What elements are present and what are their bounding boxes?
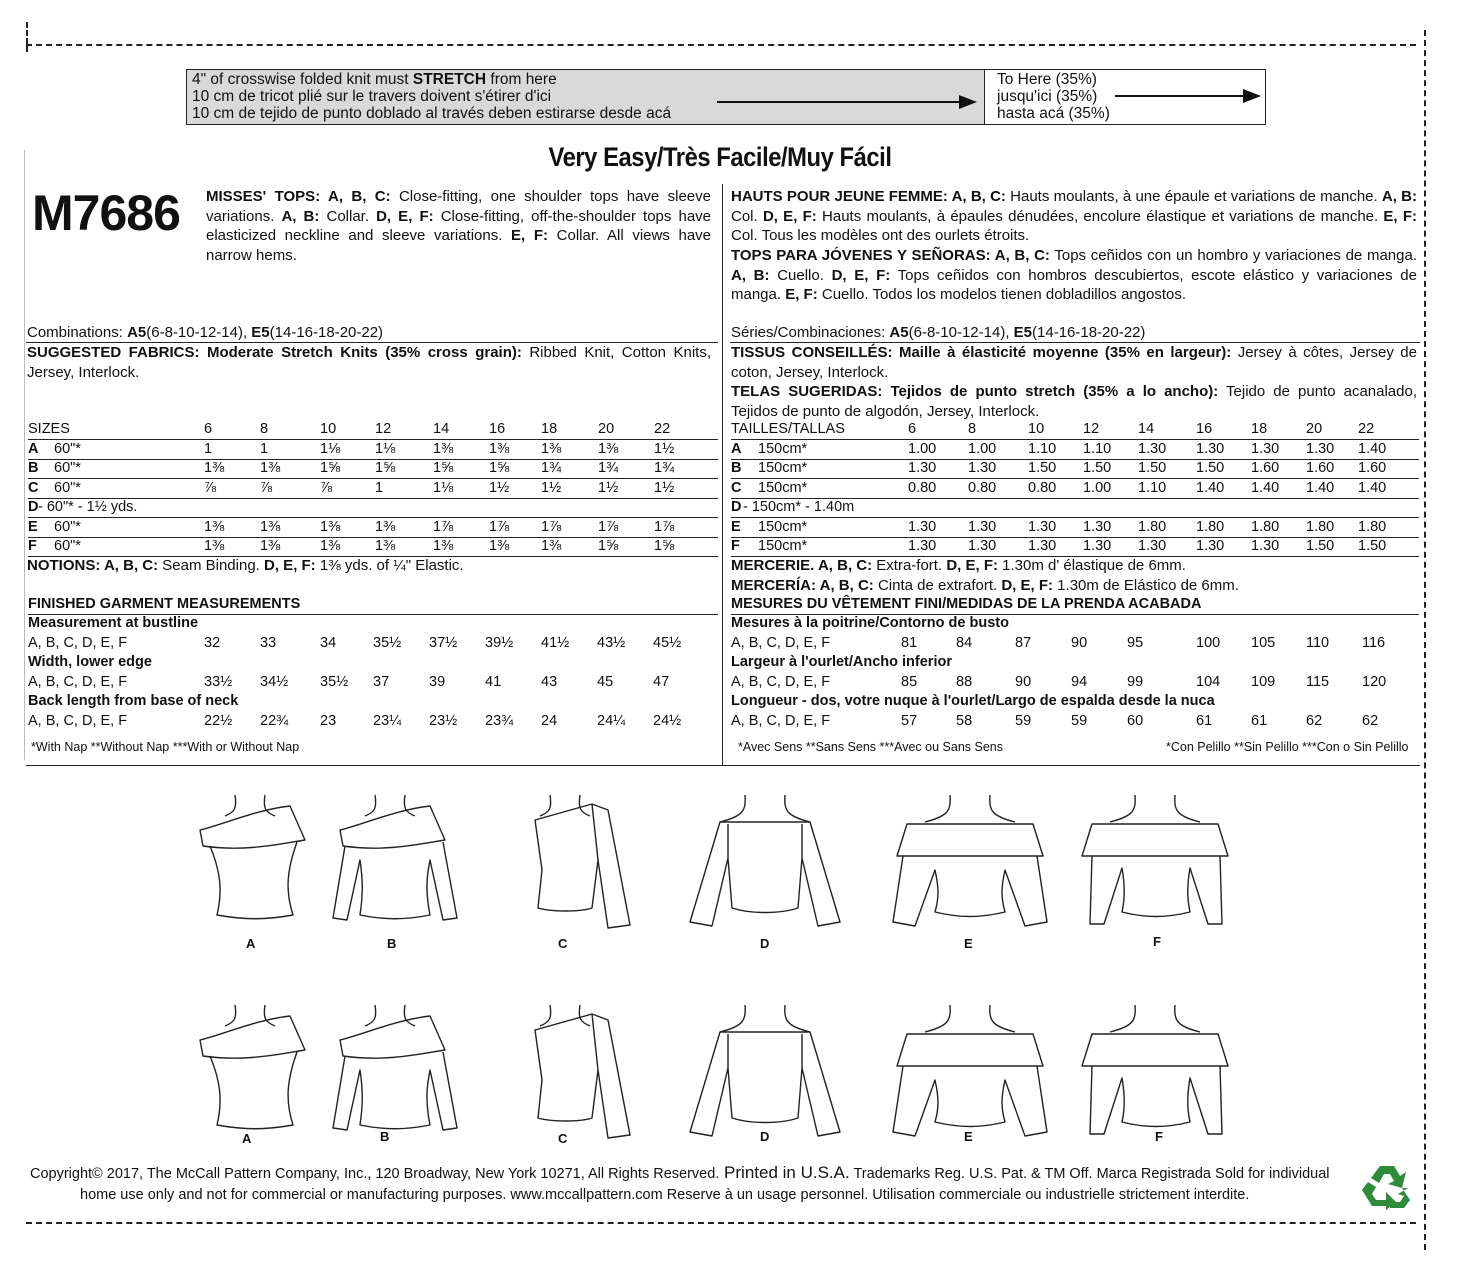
measurement-label: Mesures à la poitrine/Contorno de busto — [731, 615, 1009, 631]
yardage-value: 1.00 — [1083, 479, 1112, 496]
cut-line-right — [1424, 30, 1426, 1250]
size-header: 8 — [968, 421, 977, 437]
fabric-width: 150cm* — [758, 538, 808, 554]
measurement-value: 109 — [1251, 674, 1276, 690]
yardage-value: 1.80 — [1358, 518, 1387, 535]
page-title: Very Easy/Très Facile/Muy Fácil — [548, 142, 892, 172]
measurement-value: 39 — [429, 674, 446, 690]
views: A, B, C, D, E, F — [28, 674, 128, 690]
fabric-width: 60"* — [54, 479, 81, 496]
measurement-value: 23 — [320, 713, 337, 729]
measurement-value: 41 — [485, 674, 502, 690]
copyright-line-1: Copyright© 2017, The McCall Pattern Company, Inc., 120 Broadway, New York 10271, All Rights Reserved. Printed in U.S.A. Trademarks Reg. U.S. Pat. & TM Off. Marca Registrada Sold for individual — [30, 1163, 1330, 1182]
measurement-value: 45 — [597, 674, 614, 690]
measurement-value: 59 — [1015, 713, 1032, 729]
size-header: 16 — [489, 421, 506, 437]
yardage-value: 1.80 — [1306, 518, 1335, 535]
measurement-label: Back length from base of neck — [28, 693, 239, 709]
yardage-value: 1½ — [489, 479, 510, 496]
view-letter: D — [28, 499, 39, 515]
yardage-value: ⅞ — [204, 479, 217, 496]
size-header: 12 — [1083, 421, 1100, 437]
yardage-value: 1.50 — [1358, 538, 1387, 554]
table-row — [28, 498, 718, 517]
size-header: 6 — [908, 421, 917, 437]
yardage-value: 1.80 — [1251, 518, 1280, 535]
measurement-value: 37 — [373, 674, 390, 690]
yardage-value: 1⅜ — [260, 460, 281, 476]
size-header: 14 — [1138, 421, 1155, 437]
yardage-value: 1⅜ — [541, 538, 562, 554]
yardage-value: 1⅛ — [375, 440, 396, 457]
measurement-value: 24 — [541, 713, 558, 729]
stretch-text-fr: 10 cm de tricot plié sur le travers doivent s'étirer d'ici — [192, 88, 552, 105]
measurement-value: 88 — [956, 674, 973, 690]
size-header: 22 — [1358, 421, 1375, 437]
fabric-width: 150cm* — [758, 460, 808, 476]
yardage-value: 1.30 — [968, 538, 997, 554]
copyright-line-2: home use only and not for commercial or manufacturing purposes. www.mccallpattern.com Reserve à un usage personnel. Utilisation commerciale ou industrielle strictement interdite. — [80, 1187, 1250, 1203]
view-letter: E — [28, 518, 38, 535]
measurement-value: 94 — [1071, 674, 1088, 690]
view-label: C — [558, 936, 568, 951]
size-header: 20 — [1306, 421, 1323, 437]
measurement-value: 59 — [1071, 713, 1088, 729]
fabric-width: 150cm* — [758, 440, 808, 457]
measurement-value: 84 — [956, 635, 973, 651]
view-label: D — [760, 936, 770, 951]
measurement-value: 22¾ — [260, 713, 289, 729]
measurement-row — [28, 634, 718, 653]
measurement-row — [731, 673, 1419, 692]
view-label: F — [1155, 1129, 1163, 1144]
fabrics-fr: TISSUS CONSEILLÉS: Maille à élasticité moyenne (35% en largeur): Jersey à côtes, Jersey de coton, Jersey, Interlock. — [731, 344, 1417, 381]
table-header-row — [731, 420, 1419, 439]
view-label: C — [558, 1131, 568, 1146]
views: A, B, C, D, E, F — [731, 635, 831, 651]
view-letter: A — [28, 440, 39, 457]
yardage-value: 1⅜ — [489, 440, 510, 457]
yardage-value: 1¾ — [654, 460, 675, 476]
measurement-value: 23¼ — [373, 713, 402, 729]
yardage-value: 1.30 — [1196, 538, 1225, 554]
measurement-value: 33 — [260, 635, 277, 651]
view-letter: B — [28, 460, 39, 476]
measurement-label: Longueur - dos, votre nuque à l'ourlet/Largo de espalda desde la nuca — [731, 693, 1215, 709]
measurement-value: 100 — [1196, 635, 1221, 651]
yardage-value: 1½ — [654, 479, 675, 496]
fabric-width: 60"* — [54, 518, 81, 535]
view-letter: C — [28, 479, 39, 496]
measurement-value: 99 — [1127, 674, 1144, 690]
yardage-value: 1 — [375, 479, 384, 496]
yardage-value: 1⅜ — [204, 518, 225, 535]
yardage-value: 1⅜ — [260, 538, 281, 554]
yardage-value: 1.30 — [1083, 538, 1112, 554]
measurement-value: 33½ — [204, 674, 233, 690]
table-row — [28, 518, 718, 537]
measurement-label: Measurement at bustline — [28, 615, 199, 631]
measurement-value: 35½ — [373, 635, 402, 651]
yardage-value: 1⅞ — [541, 518, 562, 535]
garment-view-b — [305, 790, 475, 930]
sizes-header: TAILLES/TALLAS — [731, 421, 845, 437]
view-label: B — [387, 936, 397, 951]
size-header: 18 — [1251, 421, 1268, 437]
measurement-value: 62 — [1306, 713, 1323, 729]
measurement-value: 35½ — [320, 674, 349, 690]
yardage-value: 1.30 — [1138, 440, 1167, 457]
notions-fr: MERCERIE. A, B, C: Extra-fort. D, E, F: 1.30m d' élastique de 6mm. — [731, 557, 1186, 574]
yardage-value: 1⅜ — [433, 440, 454, 457]
yardage-value: 1⅝ — [654, 538, 675, 554]
measurement-value: 105 — [1251, 635, 1276, 651]
yardage-value: 1½ — [541, 479, 562, 496]
fabric-width: 60"* — [54, 440, 81, 457]
notions-es: MERCERÍA: A, B, C: Cinta de extrafort. D, E, F: 1.30m de Elástico de 6mm. — [731, 577, 1239, 594]
table-header-row — [28, 420, 718, 439]
measurement-value: 116 — [1362, 635, 1386, 651]
column-divider — [722, 184, 723, 766]
size-header: 12 — [375, 421, 392, 437]
pattern-number: M7686 — [32, 185, 180, 241]
measurement-value: 104 — [1196, 674, 1221, 690]
yardage-value: 1.40 — [1358, 440, 1387, 457]
fabric-width: 60"* — [54, 460, 81, 476]
size-header: 6 — [204, 421, 213, 437]
yardage-value: 1.30 — [1028, 518, 1057, 535]
measurement-value: 23½ — [429, 713, 458, 729]
measurement-value: 90 — [1015, 674, 1032, 690]
rule — [26, 765, 1420, 766]
cut-line-top — [26, 44, 1416, 46]
yardage-value: 1⅜ — [598, 440, 619, 457]
garment-view-c — [480, 1000, 650, 1140]
measurement-value: 37½ — [429, 635, 458, 651]
measurement-value: 23¾ — [485, 713, 514, 729]
yardage-value: 1.30 — [1251, 440, 1280, 457]
arrow-right-icon — [717, 101, 975, 103]
yardage-value: 1.00 — [968, 440, 997, 457]
table-row — [731, 498, 1419, 517]
measurement-value: 61 — [1251, 713, 1268, 729]
combinations-fr: Séries/Combinaciones: A5(6-8-10-12-14), E5(14-16-18-20-22) — [731, 324, 1146, 341]
recycle-icon — [1360, 1162, 1414, 1217]
yardage-value: 1 — [204, 440, 213, 457]
measurement-row — [731, 634, 1419, 653]
yardage-value: 1.30 — [1083, 518, 1112, 535]
yardage-value: 1.40 — [1306, 479, 1335, 496]
view-letter: B — [731, 460, 742, 476]
yardage-value: 1.50 — [1028, 460, 1057, 476]
stretch-to-es: hasta acá (35%) — [997, 105, 1110, 122]
measurement-value: 41½ — [541, 635, 570, 651]
description-en: MISSES' TOPS: A, B, C: Close-fitting, one shoulder tops have sleeve variations. A, B: Collar. D, E, F: Close-fitting, off-the-shoulder tops have elasticized neckline and sleeve variations. E, F: Collar. All views have narrow hems. — [206, 188, 712, 264]
view-label: B — [380, 1129, 390, 1144]
size-header: 8 — [260, 421, 269, 437]
table-row — [28, 479, 718, 498]
view-label: E — [964, 936, 973, 951]
yardage-value: 1.30 — [908, 538, 937, 554]
garment-view-b — [305, 1000, 475, 1140]
yardage-value: 1⅜ — [320, 518, 341, 535]
sizes-header: SIZES — [28, 421, 70, 437]
yardage-value: 1⅛ — [433, 479, 454, 496]
measurement-value: 57 — [901, 713, 918, 729]
yardage-value: 1.00 — [908, 440, 937, 457]
fabric-width: 150cm* — [758, 479, 808, 496]
size-header: 22 — [654, 421, 671, 437]
yardage-value: 1.50 — [1306, 538, 1335, 554]
size-header: 16 — [1196, 421, 1213, 437]
yardage-value: 1.30 — [1138, 538, 1167, 554]
yardage-value: 1.60 — [1358, 460, 1387, 476]
size-header: 10 — [320, 421, 337, 437]
yardage-value: 1⅜ — [433, 538, 454, 554]
table-row — [28, 440, 718, 459]
yardage-value: 0.80 — [968, 479, 997, 496]
description-es: TOPS PARA JÓVENES Y SEÑORAS: A, B, C: Tops ceñidos con un hombro y variaciones de manga. A, B: Cuello. D, E, F: Tops ceñidos con hombros descubiertos, escote elástico y variaciones de manga. E, F: Cuello. Todos los modelos tienen dobladillos angostos. — [731, 247, 1417, 304]
measurement-row — [28, 712, 718, 731]
view-letter: A — [731, 440, 742, 457]
view-label: F — [1153, 934, 1161, 949]
table-row — [731, 537, 1419, 556]
yardage-value: 1.60 — [1251, 460, 1280, 476]
yardage-value: 1⅞ — [598, 518, 619, 535]
measurement-value: 34½ — [260, 674, 289, 690]
measurement-value: 22½ — [204, 713, 233, 729]
yardage-value: 1⅝ — [320, 460, 341, 476]
fabric-width: 150cm* — [758, 518, 808, 535]
yardage-value: 1.80 — [1196, 518, 1225, 535]
garment-view-f — [1070, 1000, 1240, 1140]
view-label: E — [964, 1129, 973, 1144]
measurement-value: 43½ — [597, 635, 626, 651]
stretch-text-es: 10 cm de tejido de punto doblado al través deben estirarse desde acá — [192, 105, 672, 122]
measurement-value: 32 — [204, 635, 221, 651]
fabrics-en: SUGGESTED FABRICS: Moderate Stretch Knits (35% cross grain): Ribbed Knit, Cotton Knits, Jersey, Interlock. — [27, 344, 711, 381]
measurement-value: 24½ — [653, 713, 682, 729]
garment-view-e — [885, 790, 1055, 930]
yardage-value: 1½ — [598, 479, 619, 496]
arrow-right-icon — [1115, 95, 1259, 97]
yardage-value: 1.10 — [1028, 440, 1057, 457]
measurement-value: 45½ — [653, 635, 682, 651]
yardage-value: 1⅝ — [433, 460, 454, 476]
yardage-value: 1.80 — [1138, 518, 1167, 535]
yardage-value: 1.10 — [1138, 479, 1167, 496]
yardage-value: ⅞ — [260, 479, 273, 496]
garment-view-d — [680, 1000, 850, 1140]
yardage-value: 1.50 — [1138, 460, 1167, 476]
table-row — [28, 459, 718, 478]
size-header: 18 — [541, 421, 558, 437]
garment-view-d — [680, 790, 850, 930]
stretch-gauge-from — [187, 70, 985, 124]
table-row — [28, 537, 718, 556]
table-row — [731, 518, 1419, 537]
size-header: 10 — [1028, 421, 1045, 437]
yardage-value: 1⅞ — [654, 518, 675, 535]
yardage-value: 1.30 — [968, 518, 997, 535]
yardage-value: 1¾ — [598, 460, 619, 476]
views: A, B, C, D, E, F — [28, 713, 128, 729]
fabric-width: - 60"* - 1½ yds. — [38, 499, 138, 515]
measurement-row — [28, 673, 718, 692]
garment-view-f — [1070, 790, 1240, 930]
measurement-value: 58 — [956, 713, 973, 729]
yardage-value: 1⅜ — [320, 538, 341, 554]
yardage-value: 1⅜ — [375, 538, 396, 554]
measurement-value: 61 — [1196, 713, 1213, 729]
measurement-value: 95 — [1127, 635, 1144, 651]
stretch-to-en: To Here (35%) — [997, 71, 1097, 88]
table-row — [731, 479, 1419, 498]
measurement-value: 34 — [320, 635, 337, 651]
yardage-value: 1.30 — [1196, 440, 1225, 457]
measurement-value: 90 — [1071, 635, 1088, 651]
yardage-value: 1.10 — [1083, 440, 1112, 457]
measurement-value: 120 — [1362, 674, 1387, 690]
measurements-header: FINISHED GARMENT MEASUREMENTS — [28, 596, 301, 612]
yardage-value: 1.30 — [1306, 440, 1335, 457]
combinations-en: Combinations: A5(6-8-10-12-14), E5(14-16-18-20-22) — [27, 324, 384, 341]
view-letter: F — [28, 538, 37, 554]
yardage-value: 1⅜ — [541, 440, 562, 457]
yardage-value: 1⅝ — [375, 460, 396, 476]
measurement-value: 115 — [1306, 674, 1330, 690]
yardage-value: ⅞ — [320, 479, 333, 496]
yardage-value: 1⅜ — [204, 538, 225, 554]
yardage-value: 1.40 — [1196, 479, 1225, 496]
view-letter: C — [731, 479, 742, 496]
measurement-value: 62 — [1362, 713, 1379, 729]
measurement-label: Width, lower edge — [28, 654, 152, 670]
yardage-value: 1⅞ — [489, 518, 510, 535]
views: A, B, C, D, E, F — [28, 635, 128, 651]
measurement-value: 39½ — [485, 635, 514, 651]
measurement-value: 87 — [1015, 635, 1032, 651]
garment-view-e — [885, 1000, 1055, 1140]
yardage-value: 1½ — [654, 440, 675, 457]
yardage-value: 1.60 — [1306, 460, 1335, 476]
cut-line-left-top — [26, 22, 28, 52]
measurements-header: MESURES DU VÊTEMENT FINI/MEDIDAS DE LA PRENDA ACABADA — [731, 596, 1202, 612]
yardage-value: 1.30 — [968, 460, 997, 476]
size-header: 20 — [598, 421, 615, 437]
measurement-value: 110 — [1306, 635, 1330, 651]
stretch-text-en: 4" of crosswise folded knit must STRETCH from here — [192, 71, 557, 88]
view-label: A — [242, 1131, 252, 1146]
yardage-value: 1.50 — [1196, 460, 1225, 476]
description-fr: HAUTS POUR JEUNE FEMME: A, B, C: Hauts moulants, à une épaule et variations de manche. A, B: Col. D, E, F: Hauts moulants, à épaules dénudées, encolure élastique et variations de manche. E, F: Col. Tous les modèles ont des ourlets étroits. — [731, 188, 1418, 245]
left-margin-line — [24, 150, 25, 760]
yardage-value: 1.40 — [1358, 479, 1387, 496]
measurement-value: 47 — [653, 674, 670, 690]
yardage-value: 1¾ — [541, 460, 562, 476]
yardage-value: 1⅝ — [489, 460, 510, 476]
yardage-value: 1⅝ — [598, 538, 619, 554]
yardage-value: 1.30 — [1251, 538, 1280, 554]
fabric-width: - 150cm* - 1.40m — [743, 499, 855, 515]
view-label: A — [246, 936, 256, 951]
views: A, B, C, D, E, F — [731, 713, 831, 729]
yardage-value: 1.40 — [1251, 479, 1280, 496]
views: A, B, C, D, E, F — [731, 674, 831, 690]
fabric-width: 60"* — [54, 538, 81, 554]
measurement-label: Largeur à l'ourlet/Ancho inferior — [731, 654, 952, 670]
stretch-gauge — [186, 69, 1266, 125]
notions-en: NOTIONS: A, B, C: Seam Binding. D, E, F: 1⅜ yds. of ¼" Elastic. — [27, 557, 464, 574]
yardage-value: 1⅜ — [260, 518, 281, 535]
view-letter: D — [731, 499, 742, 515]
stretch-to-fr: jusqu'ici (35%) — [997, 88, 1098, 105]
yardage-value: 1⅜ — [375, 518, 396, 535]
yardage-value: 1⅛ — [320, 440, 341, 457]
view-label: D — [760, 1129, 770, 1144]
nap-note-fr: *Avec Sens **Sans Sens ***Avec ou Sans Sens — [738, 740, 1003, 754]
yardage-value: 1⅞ — [433, 518, 454, 535]
yardage-value: 0.80 — [908, 479, 937, 496]
nap-note-en: *With Nap **Without Nap ***With or Without Nap — [31, 740, 300, 754]
fabrics-es: TELAS SUGERIDAS: Tejidos de punto stretch (35% a lo ancho): Tejido de punto acanalado, Tejidos de punto de algodón, Jersey, Interlock. — [731, 383, 1418, 420]
measurement-value: 81 — [901, 635, 918, 651]
yardage-value: 1.30 — [1028, 538, 1057, 554]
measurement-value: 43 — [541, 674, 558, 690]
table-row — [731, 440, 1419, 459]
size-header: 14 — [433, 421, 450, 437]
yardage-value: 1.30 — [908, 460, 937, 476]
cut-line-bottom — [26, 1222, 1416, 1224]
measurement-row — [731, 712, 1419, 731]
table-row — [731, 459, 1419, 478]
yardage-value: 1.50 — [1083, 460, 1112, 476]
yardage-value: 1⅜ — [204, 460, 225, 476]
view-letter: E — [731, 518, 741, 535]
measurement-value: 85 — [901, 674, 918, 690]
measurement-value: 24¼ — [597, 713, 626, 729]
yardage-value: 1⅜ — [489, 538, 510, 554]
nap-note-es: *Con Pelillo **Sin Pelillo ***Con o Sin Pelillo — [1166, 740, 1409, 754]
yardage-value: 0.80 — [1028, 479, 1057, 496]
garment-view-c — [480, 790, 650, 930]
measurement-value: 60 — [1127, 713, 1144, 729]
yardage-value: 1 — [260, 440, 269, 457]
view-letter: F — [731, 538, 740, 554]
yardage-value: 1.30 — [908, 518, 937, 535]
